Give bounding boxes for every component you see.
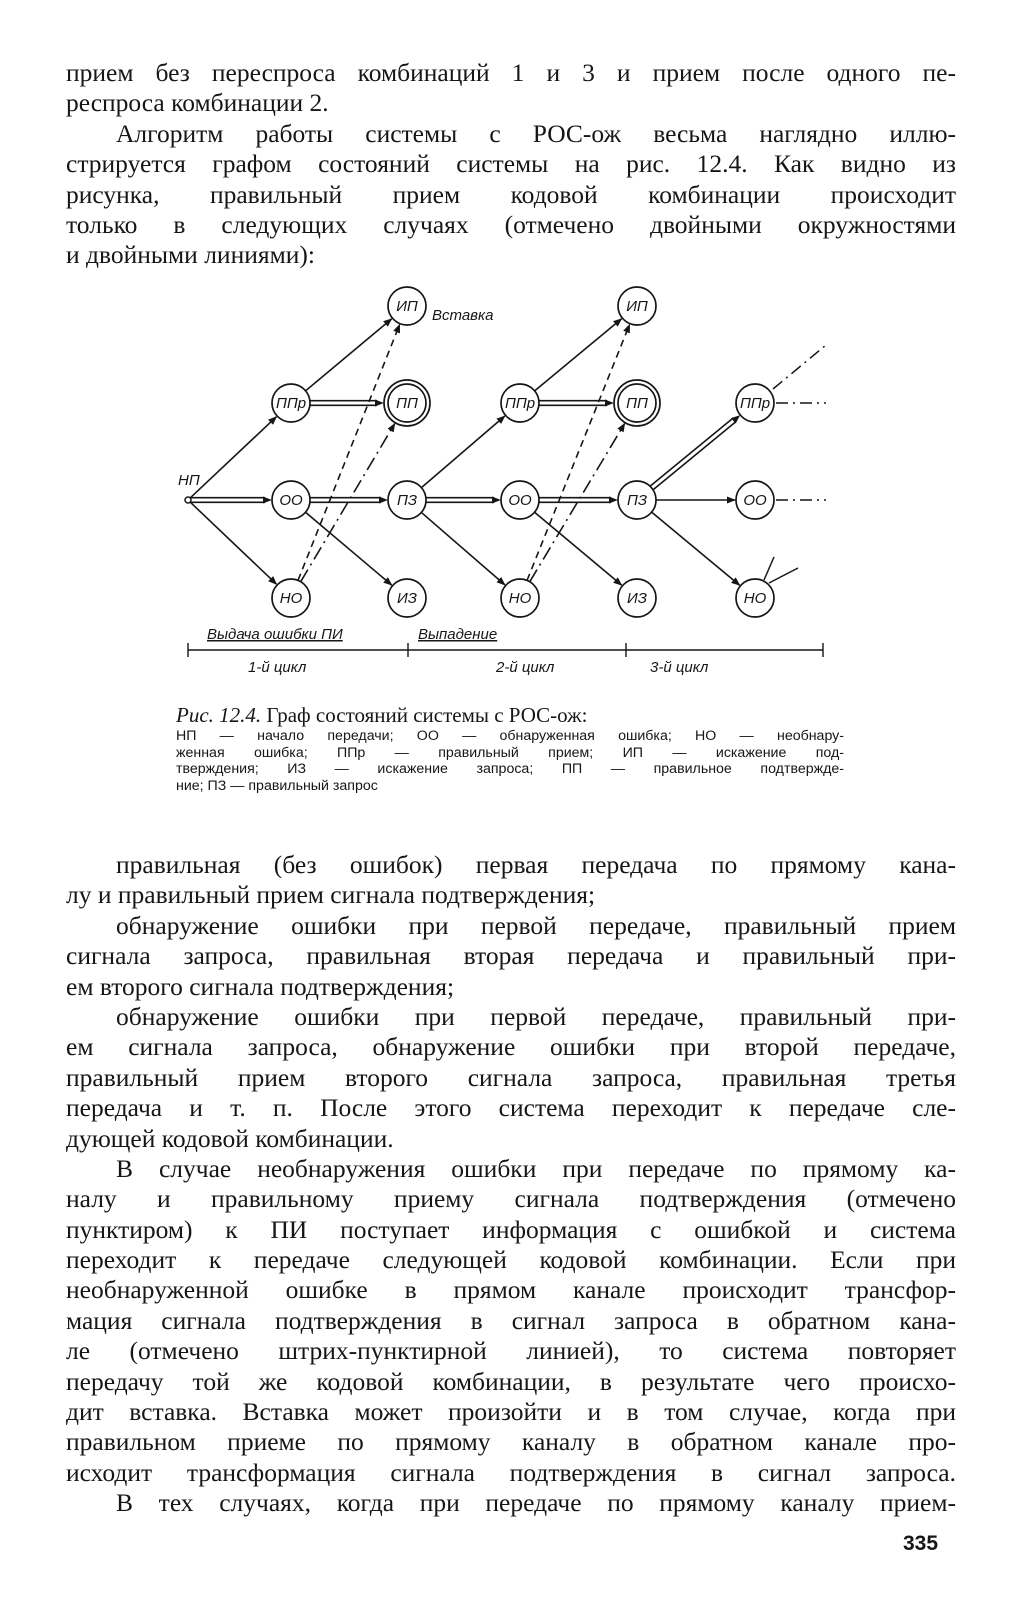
graph-edge — [421, 416, 504, 488]
node-label: ИП — [626, 298, 648, 315]
text-line: передачу той же кодовой комбинации, в результате чего происхо- — [66, 1366, 956, 1396]
graph-edge — [190, 502, 276, 584]
graph-node — [388, 579, 426, 617]
error-output-label: Выдача ошибки ПИ — [207, 626, 343, 643]
text-line: мация сигнала подтверждения в сигнал запроса в обратном кана- — [66, 1305, 956, 1335]
graph-edge — [652, 512, 740, 585]
text-line: правильный прием второго сигнала запроса, правильная третья — [66, 1062, 956, 1092]
graph-edge — [190, 417, 276, 498]
insert-label: Вставка — [432, 307, 494, 324]
graph-nodes — [185, 287, 774, 617]
graph-node — [388, 481, 426, 519]
text-line: обнаружение ошибки при первой передаче, правильный прием — [116, 910, 956, 940]
legend-line: женная ошибка; ППр — правильный прием; ИП — искажение под- — [176, 744, 844, 761]
text-line: исходит трансформация сигнала подтверждения в сигнал запроса. — [66, 1457, 956, 1487]
legend-line: НП — начало передачи; ОО — обнаруженная ошибка; НО — необнару- — [176, 728, 844, 744]
text-line: дующей кодовой комбинации. — [66, 1123, 394, 1153]
graph-node — [614, 380, 660, 426]
graph-node — [384, 380, 430, 426]
text-line: В тех случаях, когда при передаче по прямому каналу прием- — [116, 1488, 956, 1518]
graph-edge — [535, 512, 622, 585]
node-label: ПП — [396, 395, 418, 412]
graph-node — [185, 497, 191, 503]
graph-node — [501, 384, 539, 422]
page-number: 335 — [903, 1532, 939, 1555]
graph-edge — [650, 416, 739, 490]
graph-edge — [191, 498, 271, 503]
cycle-label: 2-й цикл — [496, 659, 555, 676]
text-line: передача и т. п. После этого система переходит к передаче сле- — [66, 1093, 956, 1123]
caption-prefix: Рис. 12.4. — [176, 703, 262, 727]
text-line: ем второго сигнала подтверждения; — [66, 971, 455, 1001]
graph-edge — [310, 498, 387, 503]
text-line: ем сигнала запроса, обнаружение ошибки при второй передаче, — [66, 1032, 956, 1062]
graph-edge — [539, 498, 617, 503]
text-line: В случае необнаружения ошибки при передаче по прямому ка- — [116, 1153, 956, 1183]
text-line: сигнала запроса, правильная вторая передача и правильный при- — [66, 941, 956, 971]
text-line: стрируется графом состояний системы на рис. 12.4. Как видно из — [66, 149, 956, 179]
graph-node — [618, 481, 656, 519]
timeline — [188, 626, 823, 676]
text-line: прием без переспроса комбинаций 1 и 3 и прием после одного пе- — [66, 58, 956, 87]
caption-legend — [176, 728, 844, 794]
text-line: дит вставка. Вставка может произойти и в том случае, когда при — [66, 1397, 956, 1427]
node-label: ИЗ — [627, 590, 647, 607]
graph-edge — [539, 401, 613, 406]
node-label: ППр — [275, 395, 307, 412]
graph-node — [736, 481, 774, 519]
graph-edge — [426, 498, 500, 503]
text-line: респроса комбинации 2. — [66, 88, 329, 118]
node-label: ОО — [508, 492, 532, 509]
graph-edge — [421, 512, 505, 584]
graph-node — [272, 579, 310, 617]
legend-line: ние; ПЗ — правильный запрос — [176, 777, 378, 794]
start-label: НП — [178, 472, 200, 489]
node-label: ППр — [504, 395, 536, 412]
node-label: ОО — [743, 492, 767, 509]
dropout-label: Выпадение — [418, 626, 498, 643]
node-label: ИП — [396, 298, 418, 315]
graph-node — [272, 481, 310, 519]
node-label: ПЗ — [626, 492, 648, 509]
graph-node — [501, 481, 539, 519]
bottom-text — [66, 850, 956, 1519]
continuation-line — [773, 345, 826, 389]
caption-title: Граф состояний системы с РОС-ож: — [266, 703, 588, 727]
text-line: и двойными линиями): — [66, 240, 315, 270]
node-label: ПП — [626, 395, 648, 412]
graph-edge — [527, 325, 629, 581]
text-line: правильном приеме по прямому каналу в обратном канале про- — [66, 1427, 956, 1457]
legend-line: тверждения; ИЗ — искажение запроса; ПП — правильное подтвержде- — [176, 761, 844, 777]
text-line: рисунка, правильный прием кодовой комбинации происходит — [66, 179, 956, 209]
graph-edge — [298, 325, 400, 581]
text-line: налу и правильному приему сигнала подтверждения (отмечено — [66, 1184, 956, 1214]
graph-edge — [310, 401, 383, 406]
cycle-label: 3-й цикл — [650, 659, 709, 676]
graph-node — [388, 287, 426, 325]
graph-node — [736, 384, 774, 422]
text-line: только в следующих случаях (отмечено двойными окружностями — [66, 209, 956, 239]
text-line: переходит к передаче следующей кодовой комбинации. Если при — [66, 1245, 956, 1275]
figure-caption — [176, 702, 844, 794]
node-label: ИЗ — [397, 590, 417, 607]
graph-node — [736, 579, 774, 617]
state-graph-figure — [0, 0, 1022, 700]
graph-edge — [306, 319, 392, 391]
node-label: НО — [743, 590, 767, 607]
graph-node — [272, 384, 310, 422]
graph-node — [618, 579, 656, 617]
graph-node — [618, 287, 656, 325]
text-line: обнаружение ошибки при первой передаче, правильный при- — [116, 1001, 956, 1031]
node-label: НО — [279, 590, 303, 607]
graph-node — [501, 579, 539, 617]
text-line: правильная (без ошибок) первая передача по прямому кана- — [116, 850, 956, 879]
text-line: ле (отмечено штрих-пунктирной линией), то система повторяет — [66, 1336, 956, 1366]
cycle-label: 1-й цикл — [248, 659, 307, 676]
text-line: лу и правильный прием сигнала подтверждения; — [66, 880, 596, 910]
continuation-line — [769, 568, 798, 583]
graph-edges — [190, 319, 826, 585]
graph-edge — [535, 319, 622, 391]
continuation-line — [764, 557, 774, 580]
node-label: НО — [508, 590, 532, 607]
graph-edge — [306, 512, 392, 585]
text-line: пунктиром) к ПИ поступает информация с ошибкой и система — [66, 1214, 956, 1244]
node-label: ОО — [279, 492, 303, 509]
node-label: ПЗ — [396, 492, 418, 509]
node-label: ППр — [739, 395, 771, 412]
text-line: необнаруженной ошибке в прямом канале происходит трансфор- — [66, 1275, 956, 1305]
text-line: Алгоритм работы системы с РОС-ож весьма наглядно иллю- — [116, 118, 956, 148]
